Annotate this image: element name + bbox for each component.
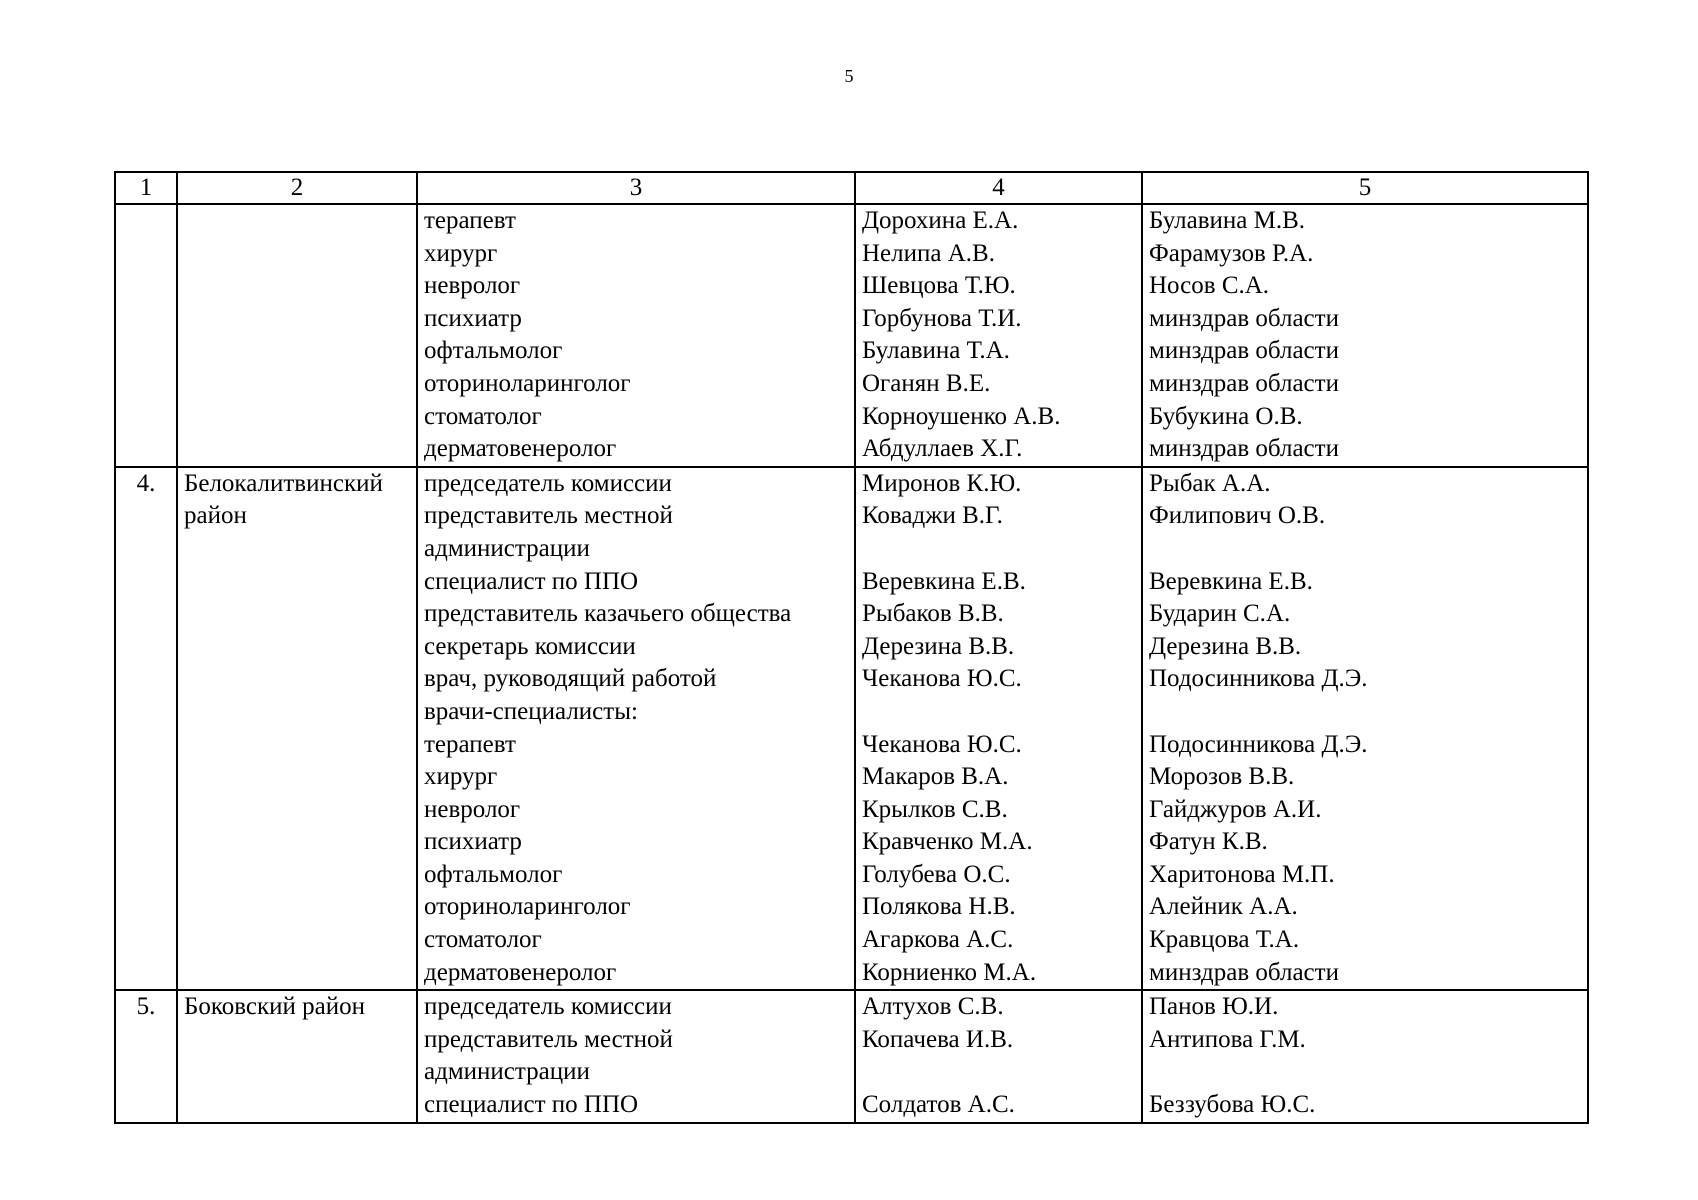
primary-member-name: Корниенко М.А.: [862, 958, 1037, 986]
primary-member-name: Булавина Т.А.: [862, 337, 1010, 365]
role-line: врачи-специалисты:: [424, 697, 638, 725]
primary-member-name: Абдуллаев Х.Г.: [862, 435, 1023, 463]
header-cell-5: 5: [1142, 172, 1588, 204]
role-line: офтальмолог: [424, 860, 563, 888]
reserve-member-name: Рыбак А.А.: [1149, 469, 1271, 497]
primary-member-name: Горбунова Т.И.: [862, 304, 1022, 332]
district-cell: [177, 204, 417, 467]
row-number-cell: [115, 990, 177, 1122]
role-line: невролог: [424, 795, 521, 823]
role-cell: [417, 467, 855, 991]
row-number-cell: [115, 467, 177, 991]
primary-member-cell: [855, 467, 1142, 991]
reserve-member-cell: [1142, 467, 1588, 991]
primary-member-name: Дерезина В.В.: [862, 632, 1015, 660]
reserve-member-name: минздрав области: [1149, 369, 1339, 397]
role-line: администрации: [424, 534, 590, 562]
reserve-member-name: минздрав области: [1149, 958, 1339, 986]
reserve-member-name: Филипович О.В.: [1149, 502, 1326, 530]
role-line: секретарь комиссии: [424, 632, 636, 660]
reserve-member-name: Фатун К.В.: [1149, 828, 1268, 856]
reserve-member-name: Бударин С.А.: [1149, 600, 1291, 628]
primary-member-name: Коваджи В.Г.: [862, 502, 1003, 530]
reserve-member-name: [1149, 696, 1581, 729]
reserve-member-name: [1149, 1056, 1581, 1089]
reserve-member-name: Алейник А.А.: [1149, 893, 1298, 921]
reserve-member-name: Веревкина Е.В.: [1149, 567, 1313, 595]
district-cell: [177, 467, 417, 991]
header-cell-3: 3: [417, 172, 855, 204]
primary-member-cell: [855, 204, 1142, 467]
reserve-member-cell: [1142, 204, 1588, 467]
reserve-member-name: Подосинникова Д.Э.: [1149, 730, 1368, 758]
row-number-cell: [115, 204, 177, 467]
district-cell: [177, 990, 417, 1122]
header-cell-2: 2: [177, 172, 417, 204]
primary-member-name: Чеканова Ю.С.: [862, 665, 1022, 693]
role-cell: [417, 204, 855, 467]
reserve-member-name: Беззубова Ю.С.: [1149, 1091, 1316, 1119]
reserve-member-cell: [1142, 990, 1588, 1122]
district-name-line: Белокалитвинский: [184, 469, 383, 497]
role-line: стоматолог: [424, 402, 542, 430]
role-line: специалист по ППО: [424, 567, 639, 595]
primary-member-name: Рыбаков В.В.: [862, 600, 1004, 628]
primary-member-name: [862, 696, 1135, 729]
primary-member-name: Полякова Н.В.: [862, 893, 1016, 921]
role-line: хирург: [424, 763, 498, 791]
role-line: оториноларинголог: [424, 369, 631, 397]
role-line: психиатр: [424, 304, 522, 332]
district-name-line: Боковский район: [184, 993, 365, 1021]
commission-table: [114, 171, 1589, 1124]
primary-member-name: Чеканова Ю.С.: [862, 730, 1022, 758]
role-line: оториноларинголог: [424, 893, 631, 921]
reserve-member-name: минздрав области: [1149, 337, 1339, 365]
role-line: стоматолог: [424, 926, 542, 954]
primary-member-name: Оганян В.Е.: [862, 369, 991, 397]
table-row: [115, 204, 1588, 467]
primary-member-name: Дорохина Е.А.: [862, 207, 1019, 234]
reserve-member-name: Дерезина В.В.: [1149, 632, 1302, 660]
primary-member-name: Корноушенко А.В.: [862, 402, 1061, 430]
primary-member-name: Копачева И.В.: [862, 1025, 1014, 1053]
page-number: 5: [844, 66, 854, 86]
row-number: [122, 205, 170, 238]
role-line: врач, руководящий работой: [424, 665, 717, 693]
role-cell: [417, 990, 855, 1122]
primary-member-name: Кравченко М.А.: [862, 828, 1033, 856]
reserve-member-name: Булавина М.В.: [1149, 207, 1306, 234]
district-name-line: район: [184, 502, 247, 530]
reserve-member-name: минздрав области: [1149, 304, 1339, 332]
reserve-member-name: Подосинникова Д.Э.: [1149, 665, 1368, 693]
role-line: психиатр: [424, 828, 522, 856]
reserve-member-name: Панов Ю.И.: [1149, 993, 1279, 1021]
primary-member-name: [862, 533, 1135, 566]
primary-member-name: Макаров В.А.: [862, 763, 1009, 791]
primary-member-name: Алтухов С.В.: [862, 993, 1004, 1021]
reserve-member-name: Носов С.А.: [1149, 272, 1270, 300]
primary-member-name: Крылков С.В.: [862, 795, 1008, 823]
primary-member-name: Нелипа А.В.: [862, 239, 995, 267]
row-number: 5.: [136, 993, 156, 1021]
reserve-member-name: Бубукина О.В.: [1149, 402, 1303, 430]
reserve-member-name: минздрав области: [1149, 435, 1339, 463]
primary-member-name: [862, 1056, 1135, 1089]
primary-member-cell: [855, 990, 1142, 1122]
role-line: дерматовенеролог: [424, 958, 617, 986]
role-line: хирург: [424, 239, 498, 267]
reserve-member-name: Гайджуров А.И.: [1149, 795, 1322, 823]
primary-member-name: Шевцова Т.Ю.: [862, 272, 1016, 300]
reserve-member-name: Харитонова М.П.: [1149, 860, 1335, 888]
role-line: терапевт: [424, 730, 516, 758]
reserve-member-name: Кравцова Т.А.: [1149, 926, 1300, 954]
reserve-member-name: Морозов В.В.: [1149, 763, 1295, 791]
role-line: представитель местной: [424, 502, 673, 530]
table-row: [115, 990, 1588, 1122]
table-row: [115, 467, 1588, 991]
reserve-member-name: Антипова Г.М.: [1149, 1025, 1306, 1053]
header-cell-4: 4: [855, 172, 1142, 204]
primary-member-name: Веревкина Е.В.: [862, 567, 1026, 595]
primary-member-name: Голубева О.С.: [862, 860, 1011, 888]
primary-member-name: Солдатов А.С.: [862, 1091, 1015, 1119]
primary-member-name: Агаркова А.С.: [862, 926, 1014, 954]
table-header-row: [115, 172, 1588, 204]
role-line: представитель местной: [424, 1025, 673, 1053]
role-line: администрации: [424, 1058, 590, 1086]
role-line: председатель комиссии: [424, 993, 672, 1021]
role-line: дерматовенеролог: [424, 435, 617, 463]
role-line: офтальмолог: [424, 337, 563, 365]
row-number: 4.: [136, 469, 156, 497]
reserve-member-name: Фарамузов Р.А.: [1149, 239, 1314, 267]
role-line: невролог: [424, 272, 521, 300]
reserve-member-name: [1149, 533, 1581, 566]
role-line: терапевт: [424, 207, 516, 234]
role-line: специалист по ППО: [424, 1091, 639, 1119]
role-line: представитель казачьего общества: [424, 600, 792, 628]
role-line: председатель комиссии: [424, 469, 672, 497]
header-cell-1: 1: [115, 172, 177, 204]
primary-member-name: Миронов К.Ю.: [862, 469, 1022, 497]
